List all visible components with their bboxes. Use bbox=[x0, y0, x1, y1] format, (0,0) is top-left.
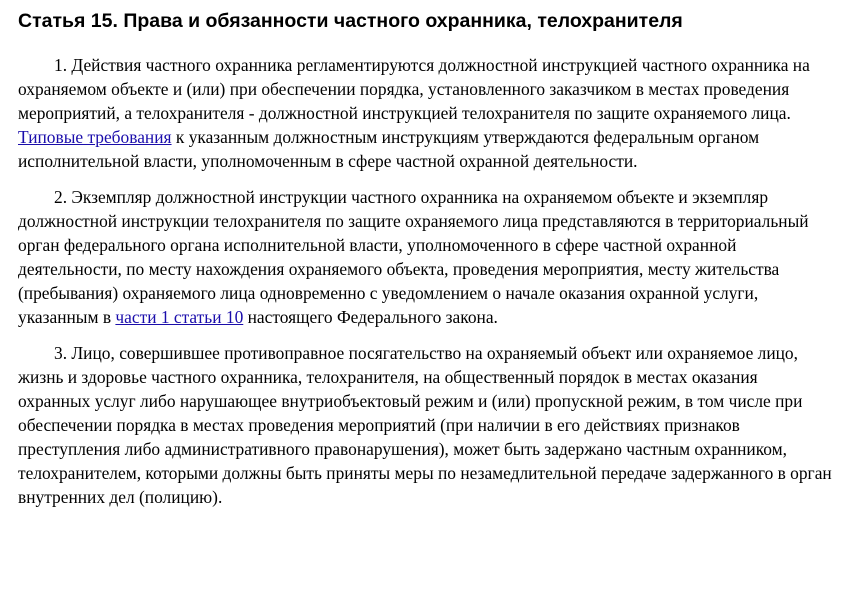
paragraph-2 bbox=[18, 185, 833, 329]
paragraph-1-text-after: к указанным должностным инструкциям утверждаются федеральным органом исполнительной власти, уполномоченным в сфере частной охранной деятельности. bbox=[18, 127, 760, 171]
article-title: Статья 15. Права и обязанности частного охранника, телохранителя bbox=[18, 10, 683, 32]
paragraph-2-text-before: 2. Экземпляр должностной инструкции частного охранника на охраняемом объекте и экземпляр должностной инструкции телохранителя по защите охраняемого лица представляются в территориальный орган федерального органа исполнительной власти, уполномоченного в сфере частной охранной деятельности, по месту нахождения охраняемого объекта, проведения мероприятия, месту жительства (пребывания) охраняемого лица одновременно с уведомлением о начале оказания охранной услуги, указанным в bbox=[18, 187, 809, 327]
paragraph-1-text-before: 1. Действия частного охранника регламентируются должностной инструкцией частного охранника на охраняемом объекте и (или) при обеспечении порядка, установленного заказчиком в местах проведения мероприятий, а телохранителя - должностной инструкцией телохранителя по защите охраняемого лица. bbox=[18, 55, 810, 123]
typical-requirements-link[interactable]: Типовые требования bbox=[18, 127, 172, 147]
paragraph-2-text-after: настоящего Федерального закона. bbox=[243, 307, 498, 327]
paragraph-3: 3. Лицо, совершившее противоправное посягательство на охраняемый объект или охраняемое лицо, жизнь и здоровье частного охранника, телохранителя, на общественный порядок в местах оказания охранных услуг либо нарушающее внутриобъектовый режим и (или) пропускной режим, в том числе при обеспечении порядка в местах проведения мероприятий (при наличии в его действиях признаков преступления либо административного правонарушения), может быть задержано частным охранником, телохранителем, которыми должны быть приняты меры по незамедлительной передаче задержанного в орган внутренних дел (полицию). bbox=[18, 343, 832, 507]
article-10-part-1-link[interactable]: части 1 статьи 10 bbox=[115, 307, 244, 327]
paragraph-1 bbox=[18, 53, 833, 173]
